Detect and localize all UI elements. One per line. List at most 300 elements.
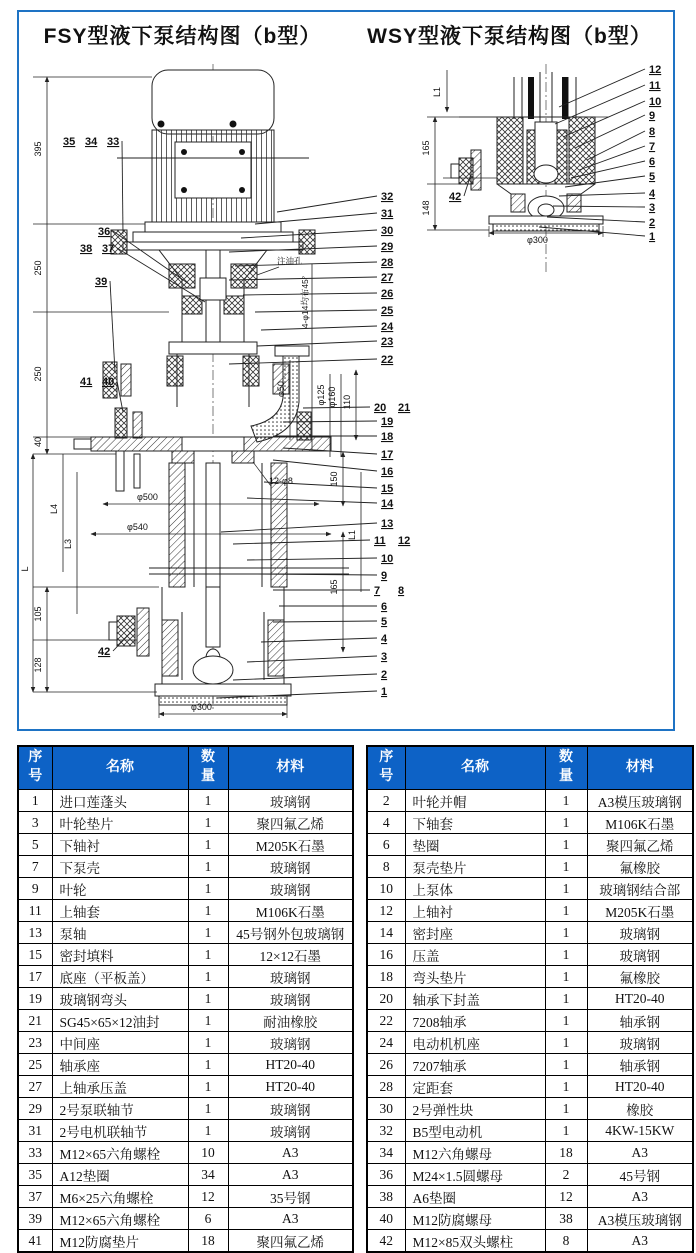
table-row [18, 790, 353, 812]
dim-L1: L1 [347, 529, 357, 541]
dim-110: 110 [342, 394, 352, 410]
cell-qty: 2 [545, 1164, 587, 1186]
part-label: 24 [381, 321, 394, 333]
cell-material: 玻璃钢 [228, 988, 353, 1010]
fsy-drawing [74, 64, 349, 712]
part-label: 20 [374, 402, 387, 414]
leader-line [247, 498, 377, 503]
part-label: 6 [381, 601, 388, 613]
leader-line [559, 69, 645, 107]
dim-105: 105 [33, 606, 43, 622]
cell-qty: 18 [545, 1142, 587, 1164]
cell-seq: 8 [367, 856, 405, 878]
cell-material: A3 [228, 1142, 353, 1164]
leader-line [273, 460, 377, 471]
cell-material: 玻璃钢 [228, 1098, 353, 1120]
table-row [367, 922, 693, 944]
part-label: 36 [98, 226, 111, 238]
table-row [18, 944, 353, 966]
cell-name: 叶轮垫片 [52, 812, 188, 834]
cell-qty: 1 [188, 1010, 228, 1032]
cell-material: A3模压玻璃钢 [587, 1208, 693, 1230]
dim-150: 150 [329, 471, 339, 487]
parts-table-right [366, 745, 694, 1253]
cell-name: A6垫圈 [405, 1186, 545, 1208]
part-label: 37 [102, 243, 115, 255]
cell-material: M106K石墨 [587, 812, 693, 834]
cell-material: HT20-40 [587, 988, 693, 1010]
cell-name: 泵轴 [52, 922, 188, 944]
table-row [18, 900, 353, 922]
cell-seq: 20 [367, 988, 405, 1010]
cell-qty: 1 [188, 1120, 228, 1142]
cell-seq: 1 [18, 790, 52, 812]
cell-material: 玻璃钢 [228, 856, 353, 878]
cell-qty: 8 [545, 1230, 587, 1253]
table-row [367, 944, 693, 966]
dim-12f8: 12-φ8 [269, 476, 293, 486]
part-label: 9 [649, 110, 656, 122]
col-header-name: 名称 [405, 746, 545, 790]
part-label: 11 [374, 535, 386, 547]
dim-148-wsy: 148 [421, 200, 431, 216]
part-label: 32 [381, 191, 394, 203]
cell-material: HT20-40 [587, 1076, 693, 1098]
col-header-seq: 序号 [367, 746, 405, 790]
part-label: 14 [381, 498, 394, 510]
cell-name: 密封填料 [52, 944, 188, 966]
cell-material: 玻璃钢 [228, 878, 353, 900]
part-label: 1 [649, 231, 656, 243]
part-label: 3 [649, 202, 656, 214]
cell-qty: 1 [545, 1098, 587, 1120]
cell-seq: 41 [18, 1230, 52, 1253]
cell-name: 7207轴承 [405, 1054, 545, 1076]
part-label: 15 [381, 483, 394, 495]
cell-name: 垫圈 [405, 834, 545, 856]
cell-seq: 33 [18, 1142, 52, 1164]
part-label: 25 [381, 305, 394, 317]
cell-material: M205K石墨 [587, 900, 693, 922]
cell-qty: 1 [545, 1054, 587, 1076]
cell-material: 氟橡胶 [587, 966, 693, 988]
dim-165: 165 [329, 579, 339, 595]
cell-seq: 4 [367, 812, 405, 834]
part-label: 10 [381, 553, 394, 565]
cell-seq: 14 [367, 922, 405, 944]
part-label: 38 [80, 243, 93, 255]
cell-qty: 1 [545, 856, 587, 878]
part-label: 4 [649, 188, 656, 200]
cell-seq: 26 [367, 1054, 405, 1076]
part-label: 19 [381, 416, 394, 428]
cell-qty: 1 [188, 944, 228, 966]
part-label: 30 [381, 225, 394, 237]
bolt-42-wsy [459, 158, 473, 184]
cell-material: 聚四氟乙烯 [228, 812, 353, 834]
cell-seq: 16 [367, 944, 405, 966]
part-label: 28 [381, 257, 394, 269]
cell-seq: 11 [18, 900, 52, 922]
cell-seq: 30 [367, 1098, 405, 1120]
part-label: 3 [381, 651, 388, 663]
part-label: 4 [381, 633, 388, 645]
cell-seq: 5 [18, 834, 52, 856]
part-label: 9 [381, 570, 388, 582]
diagram-titles [19, 20, 673, 50]
bolt-40 [115, 408, 127, 438]
leader-line [122, 141, 123, 234]
cell-material: M106K石墨 [228, 900, 353, 922]
cell-name: M12六角螺母 [405, 1142, 545, 1164]
dim-d50: φ50 [276, 381, 286, 397]
cell-name: 下轴套 [405, 812, 545, 834]
table-row [367, 856, 693, 878]
table-row [367, 1186, 693, 1208]
cell-seq: 9 [18, 878, 52, 900]
cell-seq: 32 [367, 1120, 405, 1142]
cell-qty: 1 [545, 1032, 587, 1054]
table-row [18, 856, 353, 878]
part-label: 33 [107, 136, 120, 148]
cell-qty: 1 [188, 988, 228, 1010]
cell-qty: 6 [188, 1208, 228, 1230]
part-label: 29 [381, 241, 394, 253]
cell-seq: 21 [18, 1010, 52, 1032]
cell-qty: 1 [188, 790, 228, 812]
table-row [18, 1010, 353, 1032]
cell-seq: 27 [18, 1076, 52, 1098]
cell-qty: 34 [188, 1164, 228, 1186]
part-label: 5 [381, 616, 388, 628]
dim-d540: φ540 [127, 522, 148, 532]
cell-name: M12×65六角螺栓 [52, 1208, 188, 1230]
cell-name: M6×25六角螺栓 [52, 1186, 188, 1208]
cell-qty: 12 [188, 1186, 228, 1208]
cell-qty: 1 [188, 856, 228, 878]
part-label: 6 [649, 156, 656, 168]
part-label: 7 [649, 141, 656, 153]
table-row [18, 834, 353, 856]
part-label: 2 [649, 217, 656, 229]
dim-250b: 250 [33, 366, 43, 382]
table-row [18, 1186, 353, 1208]
col-header-qty: 数量 [545, 746, 587, 790]
part-label: 23 [381, 336, 394, 348]
cell-material: 氟橡胶 [587, 856, 693, 878]
pump-structure-drawing [19, 12, 673, 729]
table-row [367, 812, 693, 834]
impeller [193, 656, 233, 684]
leader-line [277, 196, 377, 212]
cell-name: B5型电动机 [405, 1120, 545, 1142]
cell-seq: 7 [18, 856, 52, 878]
leader-line [255, 310, 377, 312]
leader-line [243, 293, 377, 295]
motor-cap [152, 70, 274, 134]
part-label: 12 [649, 64, 662, 76]
cell-material: 玻璃钢 [587, 922, 693, 944]
dim-128: 128 [33, 657, 43, 673]
table-row [367, 1164, 693, 1186]
cell-name: 上轴衬 [405, 900, 545, 922]
table-header-row [367, 746, 693, 790]
cell-qty: 18 [188, 1230, 228, 1253]
cell-name: 上泵体 [405, 878, 545, 900]
cell-name: 下轴衬 [52, 834, 188, 856]
part-label: 27 [381, 272, 394, 284]
table-row [18, 1076, 353, 1098]
cell-material: 聚四氟乙烯 [228, 1230, 353, 1253]
part-label: 21 [398, 402, 411, 414]
dim-d125: φ125 [316, 384, 326, 406]
leader-line [303, 407, 370, 408]
part-label: 17 [381, 449, 394, 461]
cell-qty: 1 [188, 1054, 228, 1076]
cell-material: 4KW-15KW [587, 1120, 693, 1142]
cell-material: 玻璃钢 [587, 944, 693, 966]
dim-250a: 250 [33, 260, 43, 276]
table-row [367, 900, 693, 922]
cell-name: SG45×65×12油封 [52, 1010, 188, 1032]
cell-name: 定距套 [405, 1076, 545, 1098]
cell-seq: 42 [367, 1230, 405, 1253]
part-label: 31 [381, 208, 394, 220]
cell-qty: 38 [545, 1208, 587, 1230]
cell-material: 45号钢 [587, 1164, 693, 1186]
part-label: 18 [381, 431, 394, 443]
parts-table-left [17, 745, 354, 1253]
cell-name: 2号泵联轴节 [52, 1098, 188, 1120]
cell-seq: 10 [367, 878, 405, 900]
col-header-name: 名称 [52, 746, 188, 790]
part-label: 42 [98, 646, 111, 658]
part-label: 2 [381, 669, 388, 681]
cell-qty: 1 [188, 878, 228, 900]
dim-L3: L3 [63, 538, 73, 550]
cell-material: A3 [228, 1164, 353, 1186]
cell-material: 玻璃钢 [587, 1032, 693, 1054]
cell-seq: 40 [367, 1208, 405, 1230]
part-label: 8 [649, 126, 656, 138]
cell-seq: 28 [367, 1076, 405, 1098]
table-row [367, 1010, 693, 1032]
dim-395: 395 [33, 141, 43, 157]
table-row [18, 922, 353, 944]
cell-material: 玻璃钢 [228, 1032, 353, 1054]
cell-material: 12×12石墨 [228, 944, 353, 966]
dim-d300: φ300 [191, 702, 212, 712]
cell-seq: 35 [18, 1164, 52, 1186]
table-row [367, 1120, 693, 1142]
table-row [367, 790, 693, 812]
dim-d300-wsy: φ300 [527, 235, 548, 245]
cell-seq: 36 [367, 1164, 405, 1186]
cell-material: HT20-40 [228, 1054, 353, 1076]
dim-40: 40 [33, 436, 43, 448]
cell-name: 密封座 [405, 922, 545, 944]
cell-material: 玻璃钢 [228, 966, 353, 988]
part-label: 11 [649, 80, 661, 92]
leader-line [247, 558, 377, 560]
dim-L4: L4 [49, 503, 59, 515]
cell-name: 轴承座 [52, 1054, 188, 1076]
cell-qty: 1 [188, 900, 228, 922]
leader-line [233, 540, 370, 544]
cell-seq: 31 [18, 1120, 52, 1142]
table-row [367, 1054, 693, 1076]
cell-qty: 1 [545, 966, 587, 988]
col-header-qty: 数量 [188, 746, 228, 790]
cell-material: 35号钢 [228, 1186, 353, 1208]
cell-name: 进口莲蓬头 [52, 790, 188, 812]
table-row [18, 1142, 353, 1164]
cell-seq: 39 [18, 1208, 52, 1230]
cell-seq: 37 [18, 1186, 52, 1208]
cell-qty: 1 [188, 966, 228, 988]
cell-name: 7208轴承 [405, 1010, 545, 1032]
cell-seq: 18 [367, 966, 405, 988]
part-label: 41 [80, 376, 93, 388]
cell-seq: 23 [18, 1032, 52, 1054]
leader-line [247, 656, 377, 662]
table-row [367, 1208, 693, 1230]
table-row [18, 812, 353, 834]
leader-line [110, 281, 115, 372]
leader-line [587, 131, 645, 160]
dim-4f14: 4-φ14均布45° [300, 275, 310, 329]
cell-qty: 1 [545, 812, 587, 834]
table-header-row [18, 746, 353, 790]
part-label: 1 [381, 686, 388, 698]
diagram-panel [17, 10, 675, 731]
part-label: 42 [449, 191, 462, 203]
dim-d500: φ500 [137, 492, 158, 502]
cell-material: HT20-40 [228, 1076, 353, 1098]
cell-seq: 17 [18, 966, 52, 988]
cell-name: 上轴套 [52, 900, 188, 922]
cell-name: 上轴承压盖 [52, 1076, 188, 1098]
table-row [367, 1142, 693, 1164]
part-label: 35 [63, 136, 76, 148]
leader-line [257, 341, 377, 346]
cell-material: A3模压玻璃钢 [587, 790, 693, 812]
table-row [18, 1032, 353, 1054]
part-label: 10 [649, 96, 662, 108]
cell-name: M12×65六角螺栓 [52, 1142, 188, 1164]
cell-seq: 25 [18, 1054, 52, 1076]
cell-seq: 38 [367, 1186, 405, 1208]
cell-qty: 1 [545, 1010, 587, 1032]
wsy-title: WSY型液下泵结构图（b型） [367, 25, 652, 48]
cell-seq: 13 [18, 922, 52, 944]
wsy-bottom-plate [489, 216, 603, 224]
dim-L1-wsy: L1 [432, 86, 442, 98]
table-row [18, 1208, 353, 1230]
cell-name: 玻璃钢弯头 [52, 988, 188, 1010]
cell-name: M12防腐垫片 [52, 1230, 188, 1253]
dim-L: L [20, 566, 30, 572]
cell-seq: 2 [367, 790, 405, 812]
cell-material: 45号钢外包玻璃钢 [228, 922, 353, 944]
cell-name: 弯头垫片 [405, 966, 545, 988]
cell-material: A3 [587, 1230, 693, 1253]
fsy-title: FSY型液下泵结构图（b型） [43, 25, 322, 48]
table-row [367, 966, 693, 988]
discharge-flange [275, 346, 309, 356]
cell-seq: 15 [18, 944, 52, 966]
cell-name: M24×1.5圆螺母 [405, 1164, 545, 1186]
cell-name: 下泵壳 [52, 856, 188, 878]
cell-seq: 6 [367, 834, 405, 856]
cell-qty: 1 [188, 1098, 228, 1120]
cell-material: 轴承钢 [587, 1054, 693, 1076]
cell-qty: 1 [545, 790, 587, 812]
cell-qty: 1 [188, 1032, 228, 1054]
table-row [367, 1032, 693, 1054]
cell-material: 玻璃钢结合部 [587, 878, 693, 900]
leader-line [233, 674, 377, 680]
cell-qty: 1 [545, 878, 587, 900]
dim-d160: φ160 [327, 386, 337, 408]
table-body [367, 790, 693, 1253]
cell-qty: 10 [188, 1142, 228, 1164]
table-row [18, 988, 353, 1010]
cell-seq: 34 [367, 1142, 405, 1164]
cell-qty: 1 [188, 812, 228, 834]
cell-name: A12垫圈 [52, 1164, 188, 1186]
cell-name: 叶轮 [52, 878, 188, 900]
cell-name: 底座（平板盖） [52, 966, 188, 988]
cell-qty: 1 [545, 988, 587, 1010]
cell-qty: 1 [545, 1076, 587, 1098]
cell-name: 中间座 [52, 1032, 188, 1054]
cell-name: M12防腐螺母 [405, 1208, 545, 1230]
cell-material: A3 [587, 1142, 693, 1164]
cell-name: 2号弹性块 [405, 1098, 545, 1120]
part-label: 22 [381, 354, 394, 366]
cell-qty: 1 [545, 944, 587, 966]
cell-name: M12×85双头螺柱 [405, 1230, 545, 1253]
table-row [18, 1098, 353, 1120]
cell-material: 橡胶 [587, 1098, 693, 1120]
part-label: 16 [381, 466, 394, 478]
part-label: 39 [95, 276, 108, 288]
table-body [18, 790, 353, 1253]
table-row [18, 1120, 353, 1142]
cell-material: 轴承钢 [587, 1010, 693, 1032]
dim-165-wsy: 165 [421, 140, 431, 156]
table-row [367, 1076, 693, 1098]
bottom-plate [155, 684, 291, 696]
part-label: 5 [649, 171, 656, 183]
cell-material: A3 [228, 1208, 353, 1230]
cell-material: 玻璃钢 [228, 1120, 353, 1142]
part-label: 8 [398, 585, 405, 597]
cell-material: 耐油橡胶 [228, 1010, 353, 1032]
oil-hole-label: 注油孔 [277, 256, 303, 266]
cell-qty: 1 [545, 1120, 587, 1142]
table-row [18, 1054, 353, 1076]
pump-pipe [528, 77, 534, 119]
table-row [18, 878, 353, 900]
cell-qty: 1 [188, 922, 228, 944]
cell-material: M205K石墨 [228, 834, 353, 856]
part-label: 34 [85, 136, 98, 148]
cell-name: 压盖 [405, 944, 545, 966]
cell-name: 电动机机座 [405, 1032, 545, 1054]
cell-seq: 29 [18, 1098, 52, 1120]
